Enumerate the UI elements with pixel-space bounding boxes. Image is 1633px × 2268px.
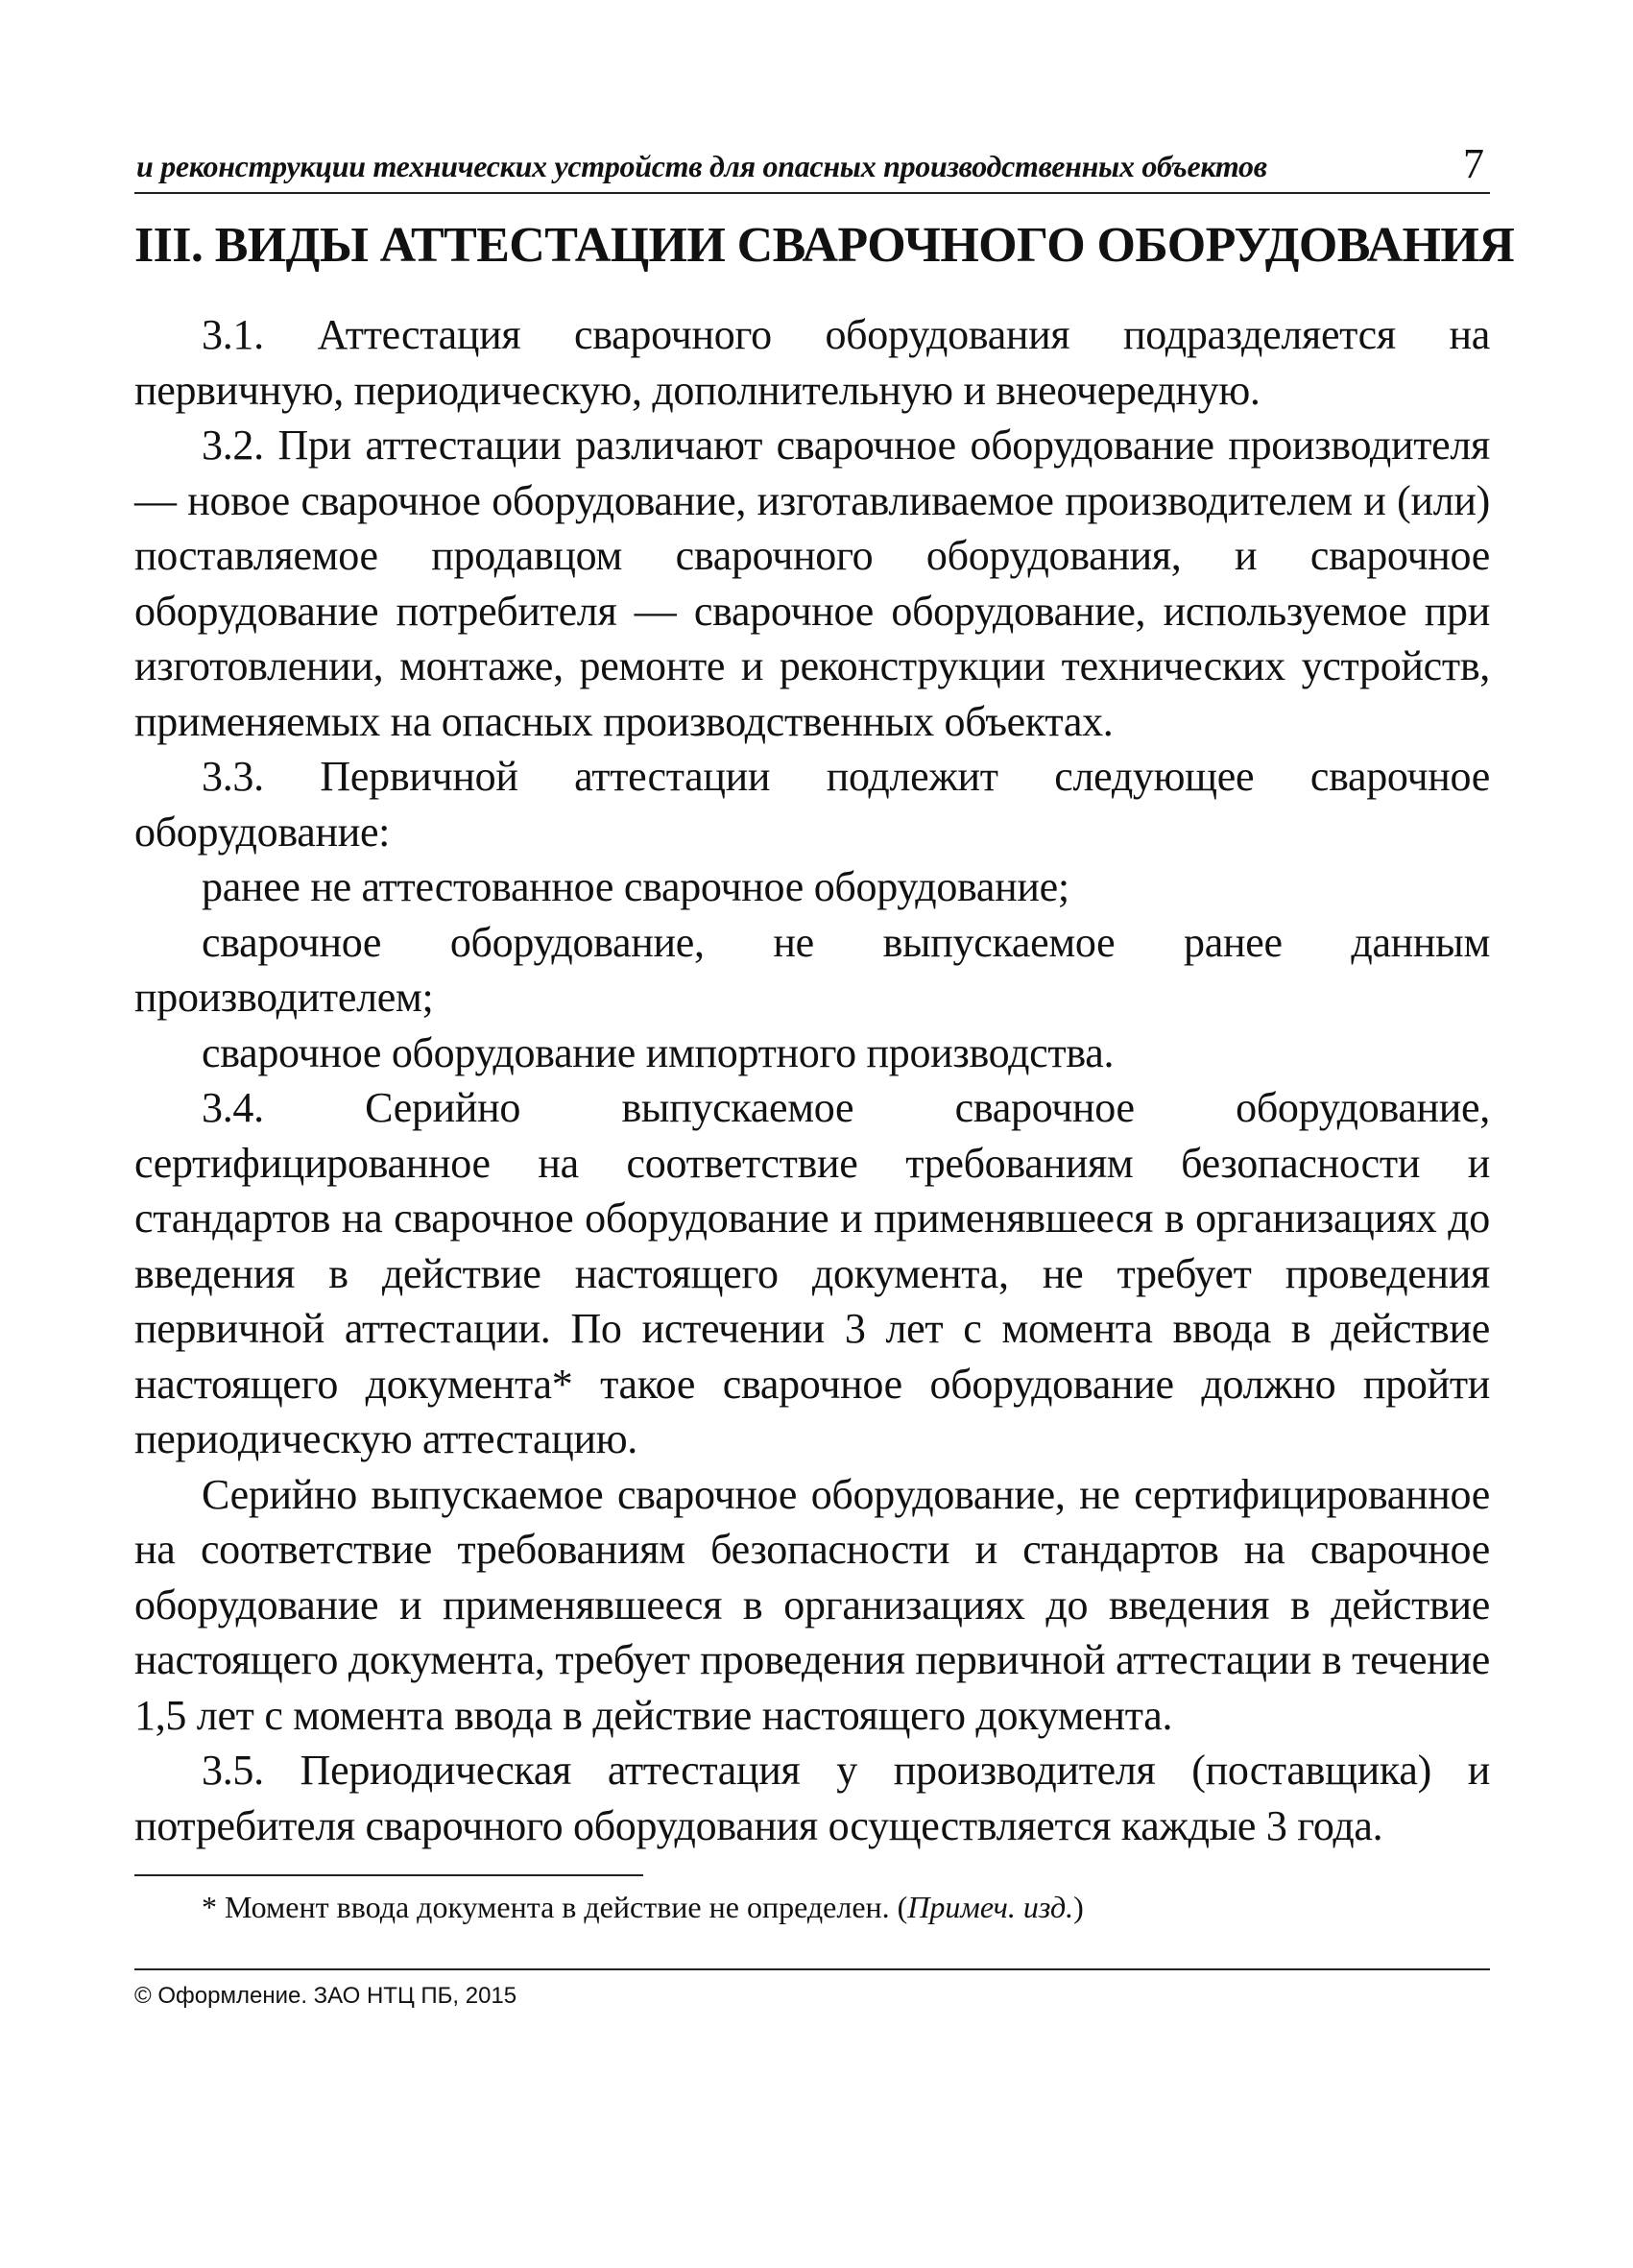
paragraph-3-5: 3.5. Периодическая аттестация у производителя (поставщика) и потребителя сварочного оборудования осуществляется каждые 3 года. — [134, 1747, 1490, 1849]
footnote-note-label: Примеч. изд. — [907, 1890, 1074, 1924]
paragraph-3-3: 3.3. Первичной аттестации подлежит следующее сварочное оборудование: — [134, 753, 1490, 856]
list-item-new-production: сварочное оборудование, не выпускаемое ранее данным производителем; — [134, 918, 1490, 1021]
running-header — [134, 125, 1490, 194]
document-page — [134, 125, 1515, 2170]
list-item-imported: сварочное оборудование импортного производства. — [202, 1028, 1115, 1076]
footnote-close: ) — [1073, 1890, 1084, 1924]
running-title: и реконструкции технических устройств для опасных производственных объектов — [136, 149, 1267, 183]
paragraph-3-1: 3.1. Аттестация сварочного оборудования подразделяется на первичную, периодическую, дополнительную и внеочередную. — [134, 311, 1490, 414]
paragraph-3-4-continued: Серийно выпускаемое сварочное оборудование, не сертифицированное на соответствие требованиям безопасности и стандартов на сварочное оборудование и применявшееся в организациях до введения в действие настоящего документа, требует проведения первичной аттестации в течение 1,5 лет с момента ввода в действие настоящего документа. — [134, 1470, 1490, 1739]
paragraph-3-2: 3.2. При аттестации различают сварочное оборудование производителя — новое сварочное оборудование, изготавливаемое производителем и (или) поставляемое продавцом сварочного оборудования, и сварочное оборудование потребителя — сварочное оборудование, используемое при изготовлении, монтаже, ремонте и реконструкции технических устройств, применяемых на опасных производственных объектах. — [134, 422, 1490, 745]
chapter-title: III. ВИДЫ АТТЕСТАЦИИ СВАРОЧНОГО ОБОРУДОВАНИЯ — [134, 218, 1515, 273]
paragraph-3-4: 3.4. Серийно выпускаемое сварочное оборудование, сертифицированное на соответствие требованиям безопасности и стандартов на сварочное оборудование и применявшееся в организациях до введения в действие настоящего документа, не требует проведения первичной аттестации. По истечении 3 лет с момента ввода в действие настоящего документа* такое сварочное оборудование должно пройти периодическую аттестацию. — [134, 1084, 1490, 1462]
footnote — [134, 1886, 1490, 1928]
body-text — [134, 307, 1490, 1853]
footnote-divider — [134, 1874, 643, 1876]
footnote-text: * Момент ввода документа в действие не определен. ( — [202, 1890, 908, 1924]
copyright-line: © Оформление. ЗАО НТЦ ПБ, 2015 — [134, 1983, 517, 2009]
list-item-not-attested: ранее не аттестованное сварочное оборудование; — [202, 863, 1069, 910]
page-number: 7 — [1463, 140, 1484, 187]
copyright-divider — [134, 1968, 1490, 1970]
